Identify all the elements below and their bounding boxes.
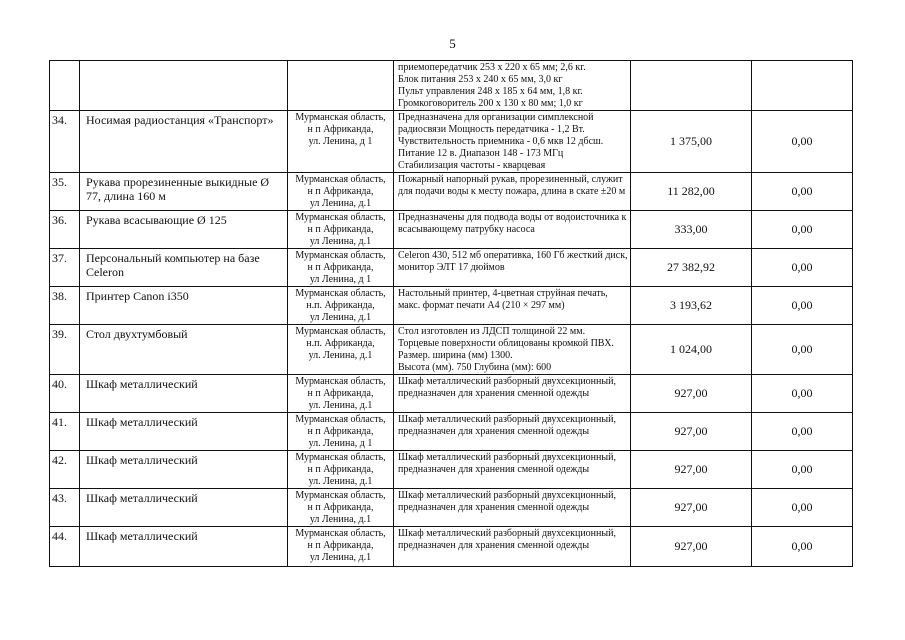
cell-description: Шкаф металлический разборный двухсекционный, предназначен для хранения сменной одежды — [394, 451, 631, 489]
cell-cost — [631, 61, 752, 111]
table-row — [50, 173, 853, 211]
cell-address: Мурманская область, н п Африканда, ул Ленина, д.1 — [288, 211, 394, 249]
cell-name: Шкаф металлический — [80, 413, 288, 451]
cell-residual: 0,00 — [752, 173, 853, 211]
page-number: 5 — [449, 36, 456, 51]
cell-name: Носимая радиостанция «Транспорт» — [80, 111, 288, 173]
table-row — [50, 287, 853, 325]
cell-cost: 927,00 — [631, 527, 752, 567]
cell-residual: 0,00 — [752, 413, 853, 451]
table-row-continuation — [50, 61, 853, 111]
cell-description: Шкаф металлический разборный двухсекционный, предназначен для хранения сменной одежды — [394, 527, 631, 567]
cell-address: Мурманская область, н п Африканда, ул Ленина, д 1 — [288, 249, 394, 287]
cell-description: Пожарный напорный рукав, прорезиненный, служит для подачи воды к месту пожара, длина в скате ±20 м — [394, 173, 631, 211]
cell-name: Рукава прорезиненные выкидные Ø 77, длина 160 м — [80, 173, 288, 211]
table-row — [50, 111, 853, 173]
cell-name — [80, 61, 288, 111]
cell-name: Рукава всасывающие Ø 125 — [80, 211, 288, 249]
cell-cost: 927,00 — [631, 489, 752, 527]
cell-residual: 0,00 — [752, 287, 853, 325]
cell-address: Мурманская область, н п Африканда, ул. Ленина, д 1 — [288, 111, 394, 173]
cell-num: 37. — [50, 249, 80, 287]
cell-cost: 927,00 — [631, 413, 752, 451]
cell-num — [50, 61, 80, 111]
cell-name: Шкаф металлический — [80, 451, 288, 489]
table-row — [50, 211, 853, 249]
cell-address: Мурманская область, н.п. Африканда, ул Ленина, д.1 — [288, 287, 394, 325]
cell-description: Стол изготовлен из ЛДСП толщиной 22 мм. Торцевые поверхности облицованы кромкой ПВХ. Размер. ширина (мм) 1300. Высота (мм). 750 Глубина (мм): 600 — [394, 325, 631, 375]
cell-name: Шкаф металлический — [80, 375, 288, 413]
cell-num: 43. — [50, 489, 80, 527]
table-row — [50, 489, 853, 527]
table-row — [50, 527, 853, 567]
cell-address: Мурманская область, н п Африканда, ул. Ленина, д.1 — [288, 375, 394, 413]
cell-residual: 0,00 — [752, 451, 853, 489]
cell-description: Шкаф металлический разборный двухсекционный, предназначен для хранения сменной одежды — [394, 375, 631, 413]
cell-residual: 0,00 — [752, 111, 853, 173]
table-row — [50, 413, 853, 451]
cell-description: Celeron 430, 512 мб оперативка, 160 Гб жесткий диск, монитор ЭЛТ 17 дюймов — [394, 249, 631, 287]
cell-address: Мурманская область, н п Африканда, ул. Ленина, д.1 — [288, 451, 394, 489]
cell-cost: 927,00 — [631, 451, 752, 489]
cell-address: Мурманская область, н п Африканда, ул. Ленина, д 1 — [288, 413, 394, 451]
cell-residual — [752, 61, 853, 111]
cell-address: Мурманская область, н.п. Африканда, ул. Ленина, д.1 — [288, 325, 394, 375]
table-row — [50, 451, 853, 489]
cell-name: Персональный компьютер на базе Celeron — [80, 249, 288, 287]
cell-address: Мурманская область, н п Африканда, ул Ленина, д.1 — [288, 173, 394, 211]
cell-description: Предназначена для организации симплексной радиосвязи Мощность передатчика - 1,2 Вт. Чувствительность приемника - 0,6 мкв 12 дбсш. Питание 12 в. Диапазон 148 - 173 МГц Стабилизация частоты - кварцевая — [394, 111, 631, 173]
table-row — [50, 249, 853, 287]
cell-address: Мурманская область, н п Африканда, ул Ленина, д.1 — [288, 527, 394, 567]
table-row — [50, 375, 853, 413]
cell-address — [288, 61, 394, 111]
inventory-table — [49, 60, 853, 567]
cell-cost: 1 375,00 — [631, 111, 752, 173]
cell-residual: 0,00 — [752, 211, 853, 249]
cell-cost: 927,00 — [631, 375, 752, 413]
cell-cost: 27 382,92 — [631, 249, 752, 287]
cell-cost: 11 282,00 — [631, 173, 752, 211]
cell-name: Стол двухтумбовый — [80, 325, 288, 375]
cell-cost: 1 024,00 — [631, 325, 752, 375]
cell-name: Принтер Canon i350 — [80, 287, 288, 325]
cell-cost: 333,00 — [631, 211, 752, 249]
cell-name: Шкаф металлический — [80, 489, 288, 527]
cell-num: 40. — [50, 375, 80, 413]
cell-name: Шкаф металлический — [80, 527, 288, 567]
cell-residual: 0,00 — [752, 249, 853, 287]
cell-num: 44. — [50, 527, 80, 567]
cell-cost: 3 193,62 — [631, 287, 752, 325]
table-row — [50, 325, 853, 375]
cell-description: Настольный принтер, 4-цветная струйная печать, макс. формат печати А4 (210 × 297 мм) — [394, 287, 631, 325]
cell-description: приемопередатчик 253 х 220 х 65 мм; 2,6 кг. Блок питания 253 х 240 х 65 мм, 3,0 кг Пульт управления 248 х 185 х 64 мм, 1,8 кг. Громкоговоритель 200 х 130 х 80 мм; 1,0 кг — [394, 61, 631, 111]
cell-num: 35. — [50, 173, 80, 211]
cell-num: 42. — [50, 451, 80, 489]
cell-num: 39. — [50, 325, 80, 375]
cell-num: 41. — [50, 413, 80, 451]
cell-num: 34. — [50, 111, 80, 173]
cell-residual: 0,00 — [752, 527, 853, 567]
cell-residual: 0,00 — [752, 489, 853, 527]
cell-num: 38. — [50, 287, 80, 325]
cell-description: Предназначены для подвода воды от водоисточника к всасывающему патрубку насоса — [394, 211, 631, 249]
cell-description: Шкаф металлический разборный двухсекционный, предназначен для хранения сменной одежды — [394, 489, 631, 527]
cell-residual: 0,00 — [752, 325, 853, 375]
cell-description: Шкаф металлический разборный двухсекционный, предназначен для хранения сменной одежды — [394, 413, 631, 451]
cell-residual: 0,00 — [752, 375, 853, 413]
cell-num: 36. — [50, 211, 80, 249]
cell-address: Мурманская область, н п Африканда, ул Ленина, д.1 — [288, 489, 394, 527]
